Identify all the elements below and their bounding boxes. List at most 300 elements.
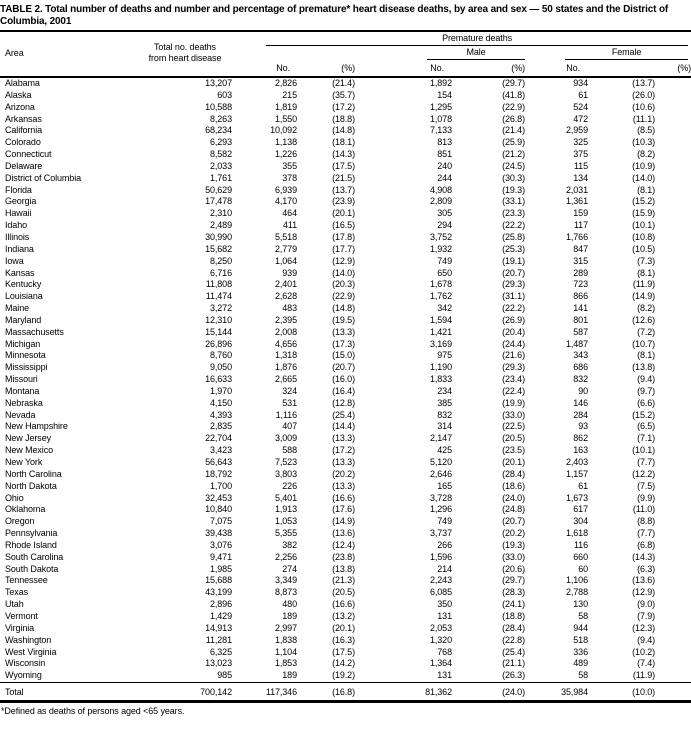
total-deaths-cell: 11,808 [205,279,232,290]
premature-no-cell: 1,819 [274,101,297,112]
area-cell: Minnesota [5,350,46,361]
premature-no-cell: 411 [282,220,297,231]
spanner-premature-deaths: Premature deaths [235,31,691,46]
male-no-cell: 1,833 [429,374,452,385]
area-cell: South Dakota [5,563,59,574]
female-no-cell: 141 [573,303,588,314]
premature-no-cell: 1,226 [274,149,297,160]
male-no-cell: 3,737 [429,528,452,539]
female-no-cell: 518 [573,634,588,645]
female-pct-cell: (7.9) [637,610,656,621]
area-cell: Hawaii [5,208,32,219]
female-no-cell: 336 [573,646,588,657]
total-deaths-cell: 3,076 [209,539,232,550]
female-no-cell: 801 [573,314,588,325]
table-row [0,575,691,587]
premature-pct-cell: (20.2) [332,468,355,479]
male-no-cell: 749 [437,516,452,527]
female-no-cell: 1,487 [565,338,588,349]
table-row [0,481,691,493]
area-cell: Idaho [5,220,28,231]
male-pct-cell: (22.2) [502,303,525,314]
male-no-cell: 234 [437,385,452,396]
female-pct-cell: (10.6) [632,101,656,112]
area-cell: Wisconsin [5,658,46,669]
premature-pct-cell: (12.9) [332,255,355,266]
female-pct-cell: (15.2) [632,409,656,420]
table-row [0,374,691,386]
male-no-cell: 4,908 [429,184,452,195]
area-cell: Colorado [5,137,41,148]
female-no-cell: 1,618 [565,528,588,539]
male-no-cell: 1,892 [429,78,452,88]
male-pct-cell: (22.2) [502,220,525,231]
total-deaths-cell: 1,761 [209,172,232,183]
area-cell: Maryland [5,314,42,325]
area-cell: Tennessee [5,575,48,586]
table-row [0,173,691,185]
table-row [0,398,691,410]
total-deaths-cell: 8,263 [209,113,232,124]
area-cell: Kansas [5,267,35,278]
total-deaths-cell: 3,423 [209,445,232,456]
premature-no-cell: 215 [282,89,297,100]
female-pct-cell: (8.2) [637,303,656,314]
male-no-cell: 1,596 [429,551,452,562]
female-pct-cell: (12.3) [632,622,656,633]
table-row [0,244,691,256]
premature-pct-cell: (19.2) [332,670,355,681]
male-no-cell: 240 [437,160,452,171]
total-deaths-cell: 30,990 [205,231,232,242]
female-pct-cell: (7.7) [637,528,656,539]
premature-no-cell: 483 [282,303,297,314]
premature-no-cell: 1,913 [274,504,297,515]
male-no-cell: 131 [437,670,452,681]
total-female-pct: (10.0) [588,683,691,702]
male-pct-cell: (23.5) [502,445,525,456]
table-row [0,386,691,398]
table-row [0,125,691,137]
female-pct-cell: (9.4) [637,374,656,385]
total-deaths-cell: 26,896 [205,338,232,349]
female-no-cell: 146 [573,397,588,408]
female-no-cell: 134 [573,172,588,183]
table-row [0,220,691,232]
table-row [0,350,691,362]
deaths-table [0,30,691,703]
total-female-no: 35,984 [525,683,588,702]
table-row [0,232,691,244]
premature-no-cell: 1,838 [274,634,297,645]
table-row [0,185,691,197]
premature-pct-cell: (35.7) [332,89,355,100]
female-pct-cell: (8.2) [637,149,656,160]
male-pct-cell: (28.3) [502,587,525,598]
premature-pct-cell: (20.7) [332,362,355,373]
female-pct-cell: (11.9) [632,279,656,290]
male-no-cell: 813 [437,137,452,148]
col-header-premature-pct: (%) [298,60,356,77]
premature-no-cell: 588 [282,445,297,456]
female-pct-cell: (8.5) [637,125,656,136]
female-pct-cell: (12.6) [632,314,656,325]
total-male-pct: (24.0) [452,683,525,702]
male-pct-cell: (19.3) [502,184,525,195]
area-cell: New York [5,457,43,467]
female-no-cell: 866 [573,291,588,302]
male-pct-cell: (26.8) [502,113,525,124]
male-no-cell: 1,594 [429,314,452,325]
male-pct-cell: (25.9) [502,137,525,148]
total-deaths-cell: 15,682 [205,243,232,254]
female-pct-cell: (6.6) [637,397,656,408]
male-pct-cell: (21.4) [502,125,525,136]
male-no-cell: 749 [437,255,452,266]
area-cell: New Hampshire [5,421,68,432]
area-cell: Alaska [5,89,32,100]
premature-no-cell: 382 [282,539,297,550]
premature-no-cell: 1,550 [274,113,297,124]
female-pct-cell: (7.3) [637,255,656,266]
col-header-male-pct: (%) [452,60,525,77]
total-deaths-cell: 12,310 [205,314,232,325]
female-pct-cell: (7.7) [637,457,656,467]
male-no-cell: 1,421 [429,326,452,337]
premature-no-cell: 355 [282,160,297,171]
total-deaths-cell: 15,144 [205,326,232,337]
male-no-cell: 1,932 [429,243,452,254]
total-deaths-cell: 985 [217,670,232,681]
male-pct-cell: (22.5) [502,421,525,432]
male-no-cell: 266 [437,539,452,550]
male-pct-cell: (29.3) [502,279,525,290]
total-deaths-cell: 32,453 [205,492,232,503]
area-cell: Louisiana [5,291,43,302]
premature-pct-cell: (14.4) [332,421,355,432]
premature-pct-cell: (14.8) [332,303,355,314]
area-cell: Alabama [5,78,40,88]
total-deaths-cell: 22,704 [205,433,232,444]
male-pct-cell: (20.7) [502,516,525,527]
total-deaths-cell: 14,913 [205,622,232,633]
premature-pct-cell: (14.2) [332,658,355,669]
female-no-cell: 944 [573,622,588,633]
table-row [0,647,691,659]
table-row [0,410,691,422]
premature-no-cell: 2,665 [274,374,297,385]
female-pct-cell: (7.5) [637,480,656,491]
table-row [0,528,691,540]
female-no-cell: 2,788 [565,587,588,598]
premature-no-cell: 2,401 [274,279,297,290]
female-pct-cell: (10.3) [632,137,656,148]
premature-pct-cell: (12.8) [332,397,355,408]
female-no-cell: 1,361 [565,196,588,207]
total-deaths-cell: 43,199 [205,587,232,598]
female-no-cell: 61 [578,89,588,100]
total-deaths-cell: 11,281 [205,634,232,645]
col-header-female-pct: (%) [588,60,691,77]
male-no-cell: 3,752 [429,231,452,242]
total-premature-no: 117,346 [235,683,298,702]
premature-pct-cell: (12.4) [332,539,355,550]
male-pct-cell: (19.3) [502,539,525,550]
female-no-cell: 130 [573,599,588,610]
male-pct-cell: (19.9) [502,397,525,408]
female-no-cell: 1,766 [565,231,588,242]
male-no-cell: 2,646 [429,468,452,479]
table-row [0,552,691,564]
male-no-cell: 2,053 [429,622,452,633]
female-no-cell: 2,403 [565,457,588,467]
premature-pct-cell: (14.8) [332,125,355,136]
area-cell: Oklahoma [5,504,46,515]
male-pct-cell: (24.4) [502,338,525,349]
premature-pct-cell: (17.3) [332,338,355,349]
male-no-cell: 6,085 [429,587,452,598]
col-header-total-line2: from heart disease [148,52,222,63]
female-no-cell: 58 [578,670,588,681]
premature-pct-cell: (17.2) [332,445,355,456]
table-title: TABLE 2. Total number of deaths and number and percentage of premature* heart disease deaths, by area and sex — 50 states and the District of Columbia, 2001 [0,4,669,27]
table-row [0,161,691,173]
female-no-cell: 284 [573,409,588,420]
female-no-cell: 2,959 [565,125,588,136]
male-pct-cell: (22.4) [502,385,525,396]
male-pct-cell: (24.5) [502,160,525,171]
premature-pct-cell: (13.2) [332,610,355,621]
table-row [0,564,691,576]
area-cell: Connecticut [5,149,52,160]
premature-no-cell: 2,395 [274,314,297,325]
total-deaths-cell: 1,429 [209,610,232,621]
male-no-cell: 975 [437,350,452,361]
table-row [0,599,691,611]
female-no-cell: 832 [573,374,588,385]
premature-no-cell: 2,256 [274,551,297,562]
premature-no-cell: 1,116 [275,409,297,420]
total-deaths-cell: 68,234 [205,125,232,136]
male-no-cell: 425 [437,445,452,456]
male-no-cell: 214 [437,563,452,574]
area-cell: North Carolina [5,468,62,479]
total-deaths-cell: 1,970 [209,385,232,396]
male-no-cell: 342 [437,303,452,314]
premature-no-cell: 4,170 [274,196,297,207]
total-deaths-cell: 18,792 [205,468,232,479]
male-pct-cell: (22.9) [502,101,525,112]
female-pct-cell: (11.9) [632,670,656,681]
area-cell: Michigan [5,338,41,349]
female-no-cell: 524 [573,101,588,112]
female-no-cell: 617 [573,504,588,515]
female-pct-cell: (10.1) [632,445,656,456]
total-deaths-cell: 56,643 [205,457,232,467]
area-cell: Iowa [5,255,24,266]
premature-no-cell: 378 [282,172,297,183]
female-no-cell: 1,673 [565,492,588,503]
female-no-cell: 315 [573,255,588,266]
male-no-cell: 3,169 [429,338,452,349]
area-cell: Utah [5,599,24,610]
male-pct-cell: (24.0) [502,492,525,503]
male-no-cell: 305 [437,208,452,219]
area-cell: Oregon [5,516,35,527]
premature-no-cell: 939 [282,267,297,278]
female-no-cell: 343 [573,350,588,361]
female-pct-cell: (12.2) [632,468,656,479]
premature-pct-cell: (22.9) [332,291,355,302]
female-pct-cell: (10.1) [632,220,656,231]
area-cell: Florida [5,184,32,195]
female-pct-cell: (8.1) [637,184,656,195]
male-no-cell: 1,295 [429,101,452,112]
area-cell: Arizona [5,101,35,112]
male-no-cell: 650 [437,267,452,278]
female-no-cell: 90 [578,385,588,396]
female-pct-cell: (7.1) [637,433,656,444]
table-row [0,457,691,469]
female-no-cell: 115 [573,160,588,171]
female-no-cell: 1,157 [565,468,588,479]
female-pct-cell: (10.5) [632,243,656,254]
female-pct-cell: (9.4) [637,634,656,645]
table-row [0,268,691,280]
female-no-cell: 325 [573,137,588,148]
premature-no-cell: 1,104 [274,646,297,657]
area-cell: New Mexico [5,445,54,456]
area-cell: Maine [5,303,30,314]
premature-pct-cell: (13.3) [332,326,355,337]
male-no-cell: 244 [437,172,452,183]
male-no-cell: 2,243 [429,575,452,586]
male-no-cell: 7,133 [429,125,452,136]
premature-no-cell: 2,628 [274,291,297,302]
col-header-total-line1: Total no. deaths [154,42,216,52]
area-cell: Georgia [5,196,37,207]
female-no-cell: 116 [573,539,588,550]
male-pct-cell: (25.8) [502,231,525,242]
premature-pct-cell: (17.2) [332,101,355,112]
area-cell: Texas [5,587,29,598]
female-pct-cell: (9.9) [637,492,656,503]
male-pct-cell: (18.8) [502,610,525,621]
premature-pct-cell: (18.1) [332,137,355,148]
male-no-cell: 3,728 [429,492,452,503]
table-row [0,493,691,505]
total-deaths-cell: 6,325 [209,646,232,657]
total-deaths-cell: 4,150 [209,397,232,408]
premature-no-cell: 8,873 [274,587,297,598]
male-pct-cell: (19.1) [502,255,525,266]
col-header-male-no: No. [356,60,452,77]
female-pct-cell: (9.7) [637,385,656,396]
female-pct-cell: (14.3) [632,551,656,562]
area-cell: West Virginia [5,646,57,657]
premature-pct-cell: (17.6) [332,504,355,515]
table-row [0,114,691,126]
total-premature-pct: (16.8) [298,683,356,702]
female-pct-cell: (7.4) [637,658,656,669]
premature-pct-cell: (18.8) [332,113,355,124]
female-no-cell: 2,031 [565,184,588,195]
female-pct-cell: (15.9) [632,208,656,219]
female-no-cell: 117 [573,220,588,231]
female-pct-cell: (8.8) [637,516,656,527]
table-row [0,256,691,268]
male-pct-cell: (26.9) [502,314,525,325]
premature-no-cell: 5,401 [274,492,297,503]
premature-pct-cell: (13.3) [332,433,355,444]
area-cell: Missouri [5,374,38,385]
female-pct-cell: (7.2) [637,326,656,337]
male-no-cell: 385 [437,397,452,408]
premature-no-cell: 1,318 [274,350,297,361]
male-pct-cell: (24.8) [502,504,525,515]
female-pct-cell: (14.9) [632,291,656,302]
spanner-female: Female [525,46,691,60]
female-no-cell: 587 [573,326,588,337]
premature-pct-cell: (14.3) [332,149,355,160]
spanner-overall-empty [235,46,356,60]
area-cell: North Dakota [5,480,57,491]
col-header-premature-no: No. [235,60,298,77]
premature-pct-cell: (16.6) [332,492,355,503]
premature-no-cell: 464 [282,208,297,219]
area-cell: Nebraska [5,397,43,408]
male-pct-cell: (21.6) [502,350,525,361]
premature-pct-cell: (20.1) [332,622,355,633]
male-pct-cell: (22.8) [502,634,525,645]
premature-no-cell: 1,064 [274,255,297,266]
female-pct-cell: (14.0) [632,172,656,183]
male-pct-cell: (21.2) [502,149,525,160]
male-pct-cell: (25.3) [502,243,525,254]
total-deaths-cell: 10,588 [205,101,232,112]
female-no-cell: 660 [573,551,588,562]
table-row [0,362,691,374]
male-pct-cell: (28.4) [502,622,525,633]
footnote: *Defined as deaths of persons aged <65 years. [1,706,185,717]
male-pct-cell: (33.0) [502,409,525,420]
premature-pct-cell: (13.3) [332,480,355,491]
male-no-cell: 2,809 [429,196,452,207]
male-no-cell: 1,296 [429,504,452,515]
premature-pct-cell: (13.6) [332,528,355,539]
total-male-no: 81,362 [356,683,452,702]
table-row [0,303,691,315]
table-row [0,315,691,327]
male-no-cell: 851 [437,149,452,160]
male-no-cell: 832 [437,409,452,420]
premature-no-cell: 1,053 [274,516,297,527]
female-pct-cell: (11.0) [632,504,656,515]
male-pct-cell: (33.1) [502,196,525,207]
female-pct-cell: (13.8) [632,362,656,373]
total-deaths-cell: 3,272 [209,303,232,314]
female-no-cell: 472 [573,113,588,124]
female-no-cell: 847 [573,243,588,254]
male-no-cell: 294 [437,220,452,231]
premature-no-cell: 3,803 [274,468,297,479]
table-row [0,504,691,516]
total-label: Total [0,683,135,702]
premature-pct-cell: (13.3) [332,457,355,467]
male-no-cell: 350 [437,599,452,610]
total-deaths-cell: 6,716 [209,267,232,278]
total-deaths-cell: 2,835 [209,421,232,432]
